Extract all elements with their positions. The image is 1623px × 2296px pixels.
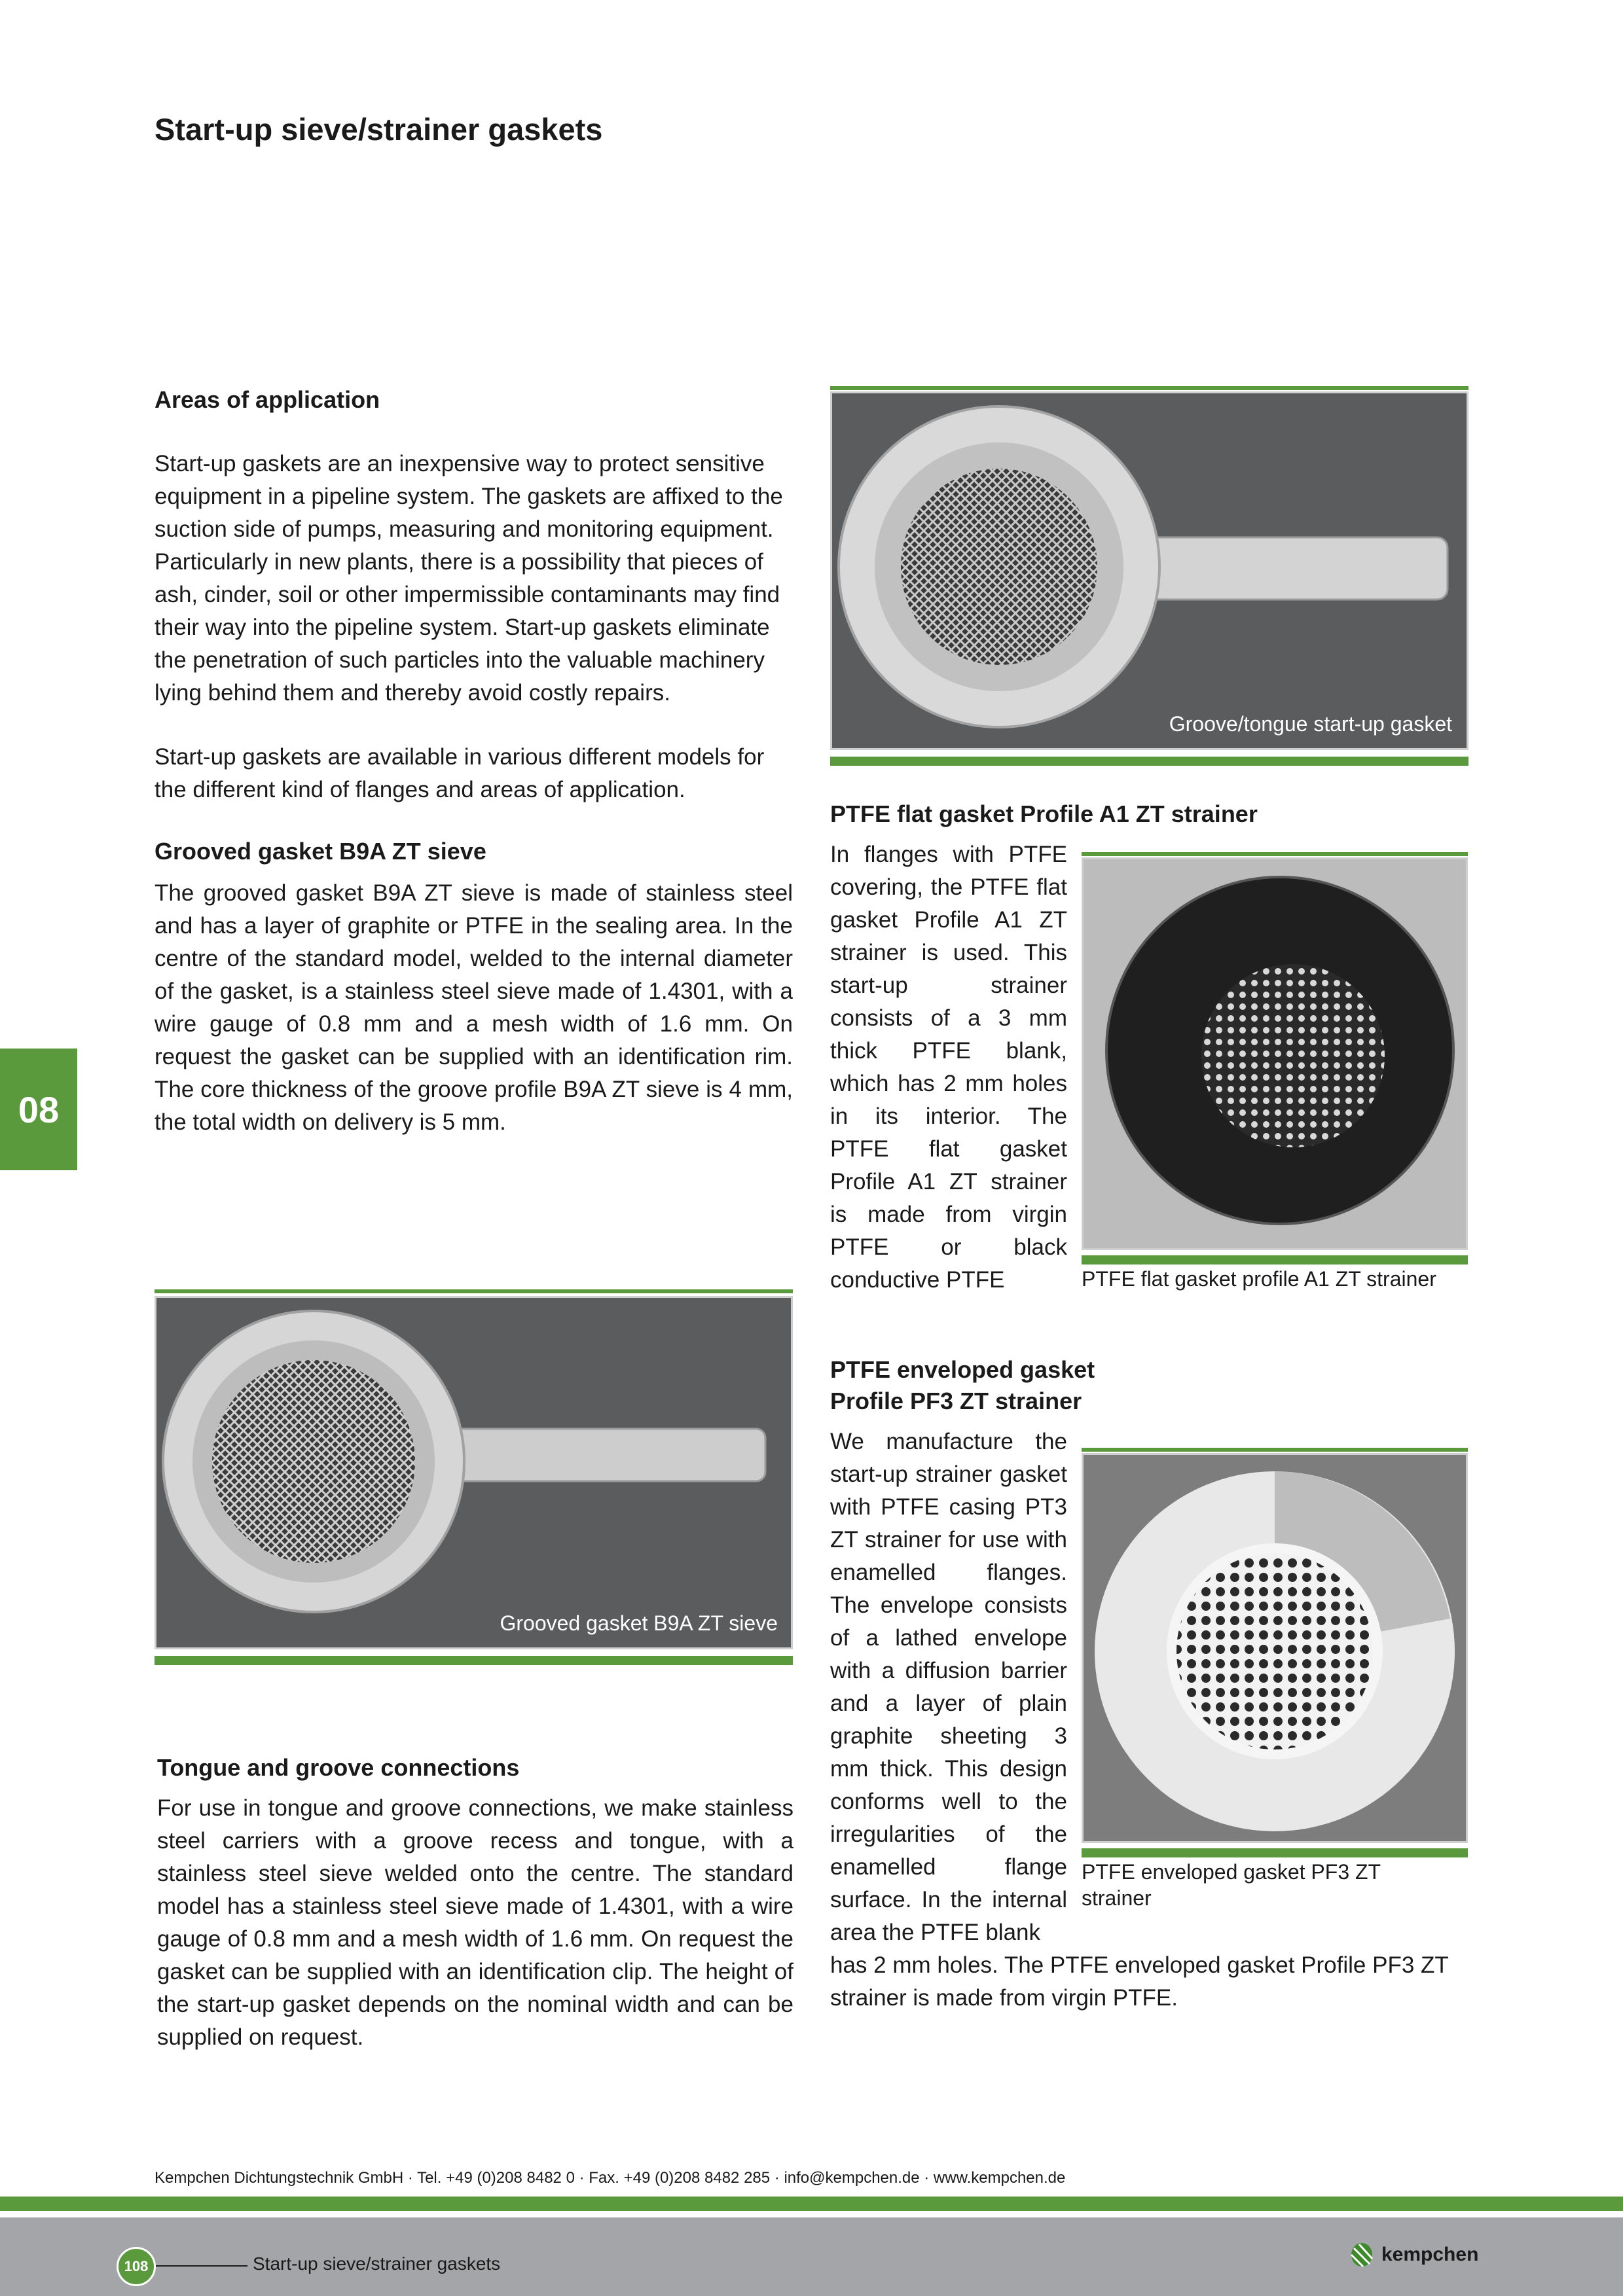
divider	[1082, 1255, 1468, 1265]
b9a-text: The grooved gasket B9A ZT sieve is made of stainless steel and has a layer of graphite or PTFE in the sealing area. In the centre of the standard model, welded to the internal diameter of the gasket, is a stainless steel sieve made of 1.4301, with a wire gauge of 0.8 mm and a mesh width of 1.6 mm. On request the gasket can be supplied with an identification rim. The core thickness of the groove profile B9A ZT sieve is 4 mm, the total width on delivery is 5 mm.	[155, 880, 793, 1135]
page-title: Start-up sieve/strainer gaskets	[155, 112, 603, 147]
footer-rule	[156, 2265, 247, 2267]
footer-contact: Kempchen Dichtungstechnik GmbH · Tel. +49 (0)208 8482 0 · Fax. +49 (0)208 8482 285 · info@kempchen.de · www.kempchen.de	[155, 2169, 1066, 2187]
a1-text: In flanges with PTFE covering, the PTFE flat gasket Profile A1 ZT strainer is used. This start-up strainer consists of a 3 mm thick PTFE blank, which has 2 mm holes in its interior. The PTFE flat gasket Profile A1 ZT strainer is made from virgin PTFE or black conductive PTFE	[830, 842, 1067, 1293]
pf3-heading-line2: Profile PF3 ZT strainer	[830, 1388, 1082, 1414]
pf3-text: We manufacture the start-up strainer gasket with PTFE casing PT3 ZT strainer for use with enamelled flanges. The envelope consists of a lathed envelope with a diffusion barrier and a layer of plain graphite sheeting 3 mm thick. This design conforms well to the irregularities of the enamelled flange surface. In the internal area the PTFE blank	[830, 1429, 1067, 1945]
divider	[1082, 1848, 1468, 1857]
brand-name: kempchen	[1381, 2244, 1479, 2265]
a1-caption: PTFE flat gasket profile A1 ZT strainer	[1082, 1267, 1436, 1291]
divider	[830, 386, 1468, 390]
b9a-photo-caption: Grooved gasket B9A ZT sieve	[500, 1611, 778, 1635]
divider	[155, 1656, 793, 1665]
areas-paragraph-1: Start-up gaskets are an inexpensive way to protect sensitive equipment in a pipeline system. The gaskets are affixed to the suction side of pumps, measuring and monitoring equipment. Particularly in new plants, there is a possibility that pieces of ash, cinder, soil or other impermissible contaminants may find their way into the pipeline system. Start-up gaskets eliminate the penetration of such particles into the valuable machinery lying behind them and thereby avoid costly repairs.	[155, 451, 783, 706]
groove-tongue-photo	[830, 391, 1468, 750]
footer-section: Start-up sieve/strainer gaskets	[253, 2253, 501, 2274]
kempchen-logo[interactable]	[1349, 2242, 1478, 2268]
b9a-heading: Grooved gasket B9A ZT sieve	[155, 838, 486, 865]
divider	[1082, 1448, 1468, 1452]
divider	[830, 757, 1468, 766]
pf3-photo	[1082, 1453, 1468, 1843]
b9a-photo	[155, 1296, 793, 1649]
chapter-tab[interactable]	[0, 1049, 77, 1170]
pf3-gasket-illustration	[1084, 1455, 1466, 1841]
page-number: 108	[124, 2258, 149, 2274]
groove-tongue-gasket-illustration	[832, 393, 1467, 748]
tongue-text: For use in tongue and groove connections, we make stainless steel carriers with a groove recess and tongue, with a stainless steel sieve welded onto the centre. The standard model has a stainless steel sieve made of 1.4301, with a wire gauge of 0.8 mm and a mesh width of 1.6 mm. On request the gasket can be supplied with an identification clip. The height of the start-up gasket depends on the nominal width and can be supplied on request.	[157, 1795, 793, 2050]
divider	[1082, 852, 1468, 856]
chapter-number: 08	[18, 1088, 60, 1130]
pf3-caption: PTFE enveloped gasket PF3 ZT strainer	[1082, 1860, 1381, 1910]
page-number-badge	[117, 2247, 156, 2286]
footer-green-band	[0, 2197, 1623, 2211]
pf3-text-continued: has 2 mm holes. The PTFE enveloped gasket Profile PF3 ZT strainer is made from virgin PTFE.	[830, 1952, 1449, 2011]
areas-paragraph-2: Start-up gaskets are available in various different models for the different kind of flanges and areas of application.	[155, 744, 765, 802]
groove-tongue-photo-caption: Groove/tongue start-up gasket	[1169, 712, 1452, 736]
b9a-gasket-illustration	[156, 1298, 791, 1647]
tongue-heading: Tongue and groove connections	[157, 1754, 520, 1781]
kempchen-leaf-icon	[1349, 2242, 1375, 2268]
a1-strainer-illustration	[1084, 859, 1466, 1248]
pf3-heading-line1: PTFE enveloped gasket	[830, 1356, 1095, 1383]
a1-photo	[1082, 857, 1468, 1250]
areas-heading: Areas of application	[155, 386, 380, 413]
a1-heading: PTFE flat gasket Profile A1 ZT strainer	[830, 800, 1258, 827]
divider	[155, 1289, 793, 1293]
